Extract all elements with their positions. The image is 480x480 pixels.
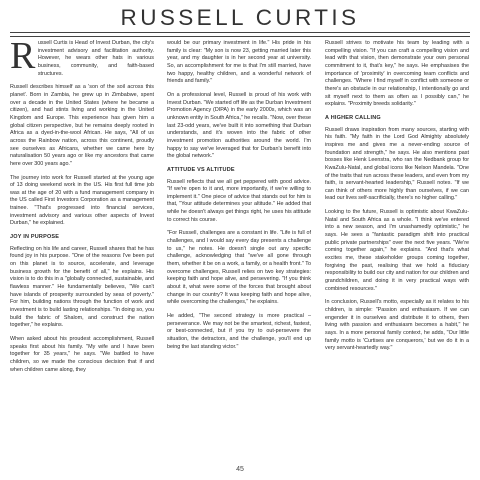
body-paragraph: When asked about his proudest accomplishment, Russell speaks first about his family. "My wife and I have been together for 35 years," he says. "We battled to have children, so we made the conscious decision that if and when children came along, they [10,335,154,373]
body-paragraph: Looking to the future, Russell is optimistic about KwaZulu-Natal and South Africa as a whole. "I think we've entered into a new season, and I'm unashamedly optimistic," he says. He sees a "fantastic paradigm shift into practical public private partnerships" over the next five years. "We're coming together again," he explains. "And that's what excites me, these stakeholder groups coming together, forgiving the past, realising that we hold a fiduciary responsibility to build our city and nation for our children and grandchildren, and doing it in very practical ways with combined resources." [325,209,469,292]
body-paragraph: In conclusion, Russell's motto, especially as it relates to his children, is simple: "Passion and enthusiasm. If we can engender it in ourselves and distribute it to others, then living with passion and enthusiasm becomes a habit," he says. In a more personal family context, he adds, "Our little family motto is 'Curtises are conquerors,' but we do it in a very servant-heartedly way." [325,299,469,352]
body-paragraph: Russell reflects that we all get peppered with good advice. "If we're open to it and, more importantly, if we're willing to implement it." One piece of advice that stands out for him is that, "Your attitude determines your altitude." He added that while he doesn't always get things right, he uses his attitude to correct his course. [167,178,311,223]
article-title: RUSSELL CURTIS [120,5,360,30]
body-paragraph: ussell Curtis is Head of Invest Durban, the city's investment advisory and facilitation authority. However, he wears other hats in various business, community, and faith-based structures. [37,40,154,77]
section-heading: A HIGHER CALLING [325,114,381,121]
page-number: 45 [236,466,244,473]
body-paragraph: The journey into work for Russell started at the young age of 13 doing weekend work in the US. His first full time job was at the age of 20 with a fund management company in the US called First Investors Corporation as a management trainee. "That's progressed into financial services, investment advisory and various other aspects of Invest Durban," he explained. [10,174,154,227]
body-paragraph: He added, "The second strategy is more practical – perseverance. We may not be the smartest, richest, fastest, or best-connected, but if you try to out-persevere the situation, the detractors, and the challenge, you'll end up being the last standing victor." [167,313,311,350]
title-rule-bottom [10,36,470,37]
article-column-2 [167,40,311,357]
body-paragraph: Russell describes himself as a 'son of the soil across this planet'. Born in Zambia, he grew up in Zimbabwe, spent over a decade in the United States (where he became a citizen), and had stints living and working in the United Kingdom and Europe. This experience has given him a global citizen perspective, but he remains deeply rooted in Africa as a dyed-in-the-wool African. He says, "All of us across the Rainbow nation, across this continent, proudly see ourselves as Africans, whether we came here by naturalisation 50 years ago or like my ancestors that came here over 300 years ago." [10,84,154,167]
body-paragraph: On a professional level, Russell is proud of his work with Invest Durban. "We started off life as the Durban Investment Promotion Agency (DIPA) in the early 2000s, which was an unknown entity in South Africa," he recalls. "Now, over these last 23-odd years, we've built it into something that Durban understands, and it's woven into the fabric of other investment promotion authorities around the world. I'm happy to say we've leveraged that for Durban's benefit into the global network." [167,91,311,160]
article-column-3 [325,40,469,359]
title-rule-top [10,32,470,33]
section-heading: JOY IN PURPOSE [10,234,60,241]
body-paragraph: Reflecting on his life and career, Russell shares that he has found joy in his purpose. "One of the reasons I've been put on this planet is to source, accelerate, and leverage business growth for the benefit of all," he explains. His vision is to do this in a "globally connected, sustainable, and flawless manner." He fundamentally believes, "We can't have islands of prosperity surrounded by seas of poverty." For him, building nations through the function of work and investment is to build lasting relationships. "In doing so, you build the fabric of Shalom, and construct the nation together," he explains. [10,245,154,329]
drop-cap: R [10,35,36,77]
body-paragraph: Russell draws inspiration from many sources, starting with his faith. "My faith in the Lord God Almighty absolutely inspires me and gives me a never-ending source of foundation and strength," he says. He also mentions past bosses like Henk Leenstra, who ran the Nedbank group for KwaZulu-Natal, and global icons like Nelson Mandela. "One of the traits that run across these leaders, and even from my faith, is servant-hearted leadership," Russell notes. "If we can think of others more highly than ourselves, if we can lead our lives self-sacrificially, there's no higher calling." [325,126,469,202]
body-paragraph: Russell strives to motivate his team by leading with a compelling vision. "If you can craft a compelling vision and lead with that vision, then demonstrate your own personal commitment to it, that's key," he says. He emphasises the importance of 'proximity' in overcoming team conflicts and challenges. "Where I find myself in conflict with someone or there's an obstacle in our relationship, I intentionally go and sit myself next to them as often as I possibly can," he explains. "Proximity breeds solidarity." [325,40,469,108]
body-paragraph: would be our primary investment in life." His pride in his family is clear: "My son is now 23, getting married later this year, and my daughter is in her second year at university. So, an accomplishment for me is that I'm still married, have two happy, healthy children, and a wonderful network of friends and family." [167,40,311,85]
section-heading: ATTITUDE VS ALTITUDE [167,166,235,173]
body-paragraph: "For Russell, challenges are a constant in life. "Life is full of challenges, and I would say every day presents a challenge to us," he notes. He doesn't single out any specific challenge, acknowledging that "we've all gone through them, whether it be on a work, a family, or a health front." To overcome challenges, Russell relies on two key strategies: keeping faith and hope alive, and persevering. "If you think about it, what were some of the forces that brought about change in our country? It was keeping faith and hope alive, while overcoming the challenges," he explains. [167,230,311,306]
article-column-1 [10,35,154,380]
